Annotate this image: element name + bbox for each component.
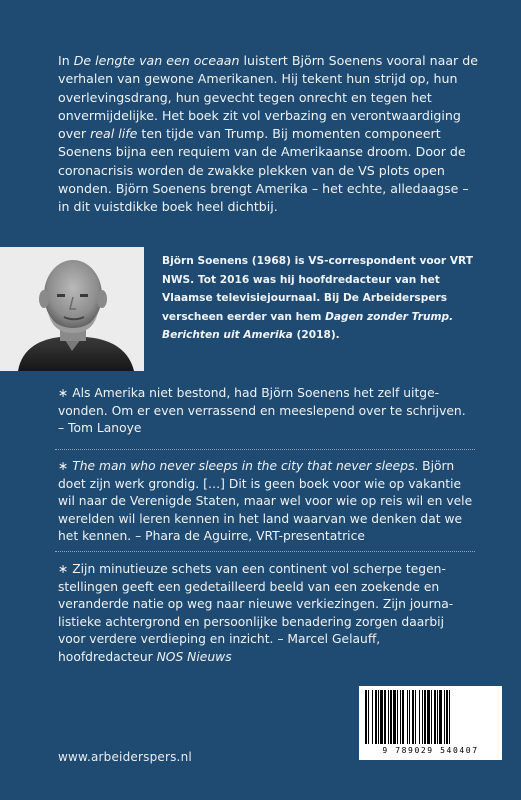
- review-quote: [58, 385, 473, 438]
- blurb-text: In: [58, 53, 74, 68]
- barcode-bar: [400, 690, 401, 744]
- barcode-bar: [412, 690, 414, 744]
- review-quote-text: ∗ Als Amerika niet bestond, had Björn Soenens het zelf uitgevonden. Om er even verrassend en meeslepend over te schrijven. – Tom Lanoye: [58, 386, 466, 436]
- barcode-bar: [415, 690, 416, 744]
- author-bio: [162, 252, 482, 345]
- barcode-bar: [439, 690, 442, 744]
- barcode-bar: [393, 690, 396, 744]
- barcode-bar: [422, 690, 423, 744]
- barcode-bar: [375, 690, 377, 744]
- barcode-bar: [444, 690, 445, 744]
- barcode-bar: [424, 690, 426, 744]
- barcode-bar: [402, 690, 404, 744]
- barcode-bars: [359, 686, 502, 746]
- blurb-italic: real life: [90, 126, 138, 142]
- isbn-barcode: [359, 686, 502, 760]
- barcode-bar: [384, 690, 386, 744]
- review-quote-italic: The man who never sleeps in the city that never sleeps: [72, 459, 415, 473]
- barcode-bar: [437, 690, 438, 744]
- barcode-bar: [368, 690, 369, 744]
- dotted-divider: [55, 449, 475, 450]
- blurb-text: luistert Björn Soenens vooral naar de verhalen van gewone Amerikanen. Hij tekent hun strijd op, hun overlevingsdrang, hun gevecht tegen onrecht en tegen het onvermijdelijke. Het boek zit vol verbazing en verontwaardiging over: [58, 53, 478, 142]
- barcode-bar: [372, 690, 373, 744]
- barcode-bar: [409, 690, 410, 744]
- barcode-bar: [388, 690, 389, 744]
- back-cover-blurb: [58, 52, 478, 217]
- publisher-website: www.arbeiderspers.nl: [58, 750, 192, 764]
- book-title: De lengte van een oceaan: [73, 53, 240, 68]
- barcode-bar: [378, 690, 379, 744]
- review-quote: [58, 458, 473, 546]
- author-bio-year: (2018).: [292, 329, 340, 342]
- barcode-bar: [380, 690, 383, 744]
- author-portrait-image: [0, 247, 144, 371]
- author-photo: [0, 247, 144, 371]
- barcode-bar: [365, 690, 367, 744]
- review-quote-text: . Björn doet zijn werk grondig. […] Dit is geen boek voor wie op vakantie wil naar de Verenigde Staten, maar wel voor wie op reis wil en vele werelden wil leren kennen in het land waarvan we denken dat we het kennen. – Phara de Aguirre, VRT-presentatrice: [58, 459, 473, 544]
- isbn-number: 9 789029 540407: [382, 746, 479, 755]
- barcode-bar: [427, 690, 430, 744]
- barcode-bar: [434, 690, 436, 744]
- barcode-bar: [431, 690, 432, 744]
- barcode-bar: [419, 690, 420, 744]
- dotted-divider: [55, 551, 475, 552]
- author-bio-text: Björn Soenens (1968) is VS-correspondent voor VRT NWS. Tot 2016 was hij hoofdredacteur van het Vlaamse televisiejournaal. Bij De Arbeiderspers verscheen eerder van hem: [162, 255, 473, 323]
- review-quote: [58, 561, 473, 667]
- previous-book-title: Dagen zonder Trump. Berichten uit Amerika: [162, 310, 454, 342]
- barcode-bar: [397, 690, 398, 744]
- barcode-bar: [446, 690, 448, 744]
- blurb-text: ten tijde van Trump. Bij momenten componeert Soenens bijna een requiem van de Amerikaanse droom. Door de coronacrisis worden de zwakke plekken van de VS plots open wonden. Björn Soenens brengt Amerika – het echte, alledaagse – in dit vuistdikke boek heel dichtbij.: [58, 126, 469, 215]
- review-quote-italic: NOS Nieuws: [156, 649, 232, 664]
- review-quote-text: ∗ Zijn minutieuze schets van een continent vol scherpe tegenstellingen geeft een gedetailleerd beeld van een zoekende en veranderde natie op weg naar nieuwe verkiezingen. Zijn journalistieke achtergrond en persoonlijke benadering zorgen daarbij voor verdere verdieping en inzicht. – Marcel Gelauff, hoofdredacteur: [58, 562, 454, 664]
- quote-bullet: ∗: [58, 459, 73, 473]
- barcode-bar: [390, 690, 392, 744]
- barcode-bar: [449, 690, 450, 744]
- barcode-bar: [407, 690, 408, 744]
